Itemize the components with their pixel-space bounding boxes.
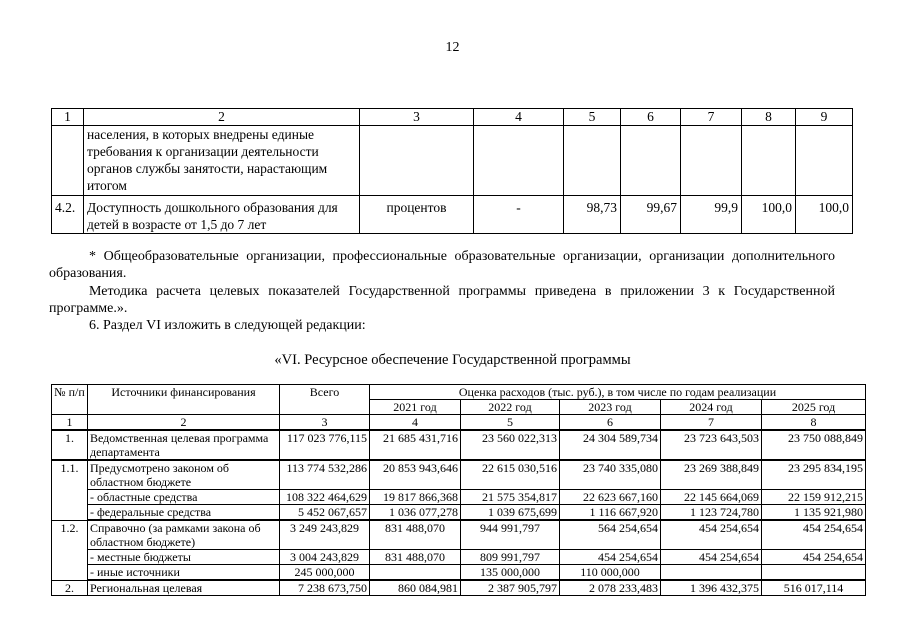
section-instruction: 6. Раздел VI изложить в следующей редакции:	[89, 318, 366, 333]
header-year: 2025 год	[762, 400, 866, 415]
value-cell	[796, 126, 853, 196]
amount-cell: 1 135 921,980	[762, 505, 866, 521]
row-number: 4.2.	[52, 196, 84, 234]
amount-cell: 19 817 866,368	[370, 490, 461, 505]
indicator-name: Доступность дошкольного образования для детей в возрасте от 1,5 до 7 лет	[84, 196, 360, 234]
indicators-table	[51, 108, 853, 234]
source-name: Региональная целевая	[88, 580, 280, 596]
amount-cell: 454 254,654	[661, 550, 762, 565]
table-row	[52, 430, 866, 460]
resource-header-row	[52, 385, 866, 400]
table-row	[52, 565, 866, 581]
amount-cell: 831 488,070	[370, 520, 461, 550]
amount-cell: 23 723 643,503	[661, 430, 762, 460]
amount-cell: 22 159 912,215	[762, 490, 866, 505]
indicators-header-row	[52, 109, 853, 126]
col-number-8: 8	[742, 109, 796, 126]
amount-cell: 454 254,654	[762, 520, 866, 550]
amount-cell: 7 238 673,750	[280, 580, 370, 596]
resource-colnum-row	[52, 415, 866, 431]
unit-cell	[360, 126, 474, 196]
col-number: 8	[762, 415, 866, 431]
amount-cell	[661, 565, 762, 581]
source-name: Предусмотрено законом об областном бюджете	[88, 460, 280, 490]
row-number: 1.2.	[52, 520, 88, 580]
row-number	[52, 126, 84, 196]
col-number: 3	[280, 415, 370, 431]
amount-cell: 2 078 233,483	[560, 580, 661, 596]
header-year: 2021 год	[370, 400, 461, 415]
value-cell: 100,0	[742, 196, 796, 234]
amount-cell: 20 853 943,646	[370, 460, 461, 490]
section-title: «VI. Ресурсное обеспечение Государственной программы	[274, 352, 631, 368]
table-row	[52, 505, 866, 521]
amount-cell	[762, 565, 866, 581]
amount-cell: 454 254,654	[560, 550, 661, 565]
header-year: 2022 год	[461, 400, 560, 415]
value-cell: 99,9	[681, 196, 742, 234]
col-number-2: 2	[84, 109, 360, 126]
col-number-1: 1	[52, 109, 84, 126]
value-cell	[564, 126, 621, 196]
amount-cell: 809 991,797	[461, 550, 560, 565]
amount-cell: 22 623 667,160	[560, 490, 661, 505]
value-cell: 99,67	[621, 196, 681, 234]
amount-cell: 3 004 243,829	[280, 550, 370, 565]
row-number: 1.1.	[52, 460, 88, 520]
source-name: - местные бюджеты	[88, 550, 280, 565]
amount-cell: 21 685 431,716	[370, 430, 461, 460]
amount-cell: 23 740 335,080	[560, 460, 661, 490]
table-row	[52, 520, 866, 550]
col-number-3: 3	[360, 109, 474, 126]
table-row	[52, 580, 866, 596]
source-name: Справочно (за рамками закона об областном бюджете)	[88, 520, 280, 550]
unit-cell: процентов	[360, 196, 474, 234]
table-row	[52, 196, 853, 234]
header-number: № п/п	[52, 385, 88, 415]
value-cell: 100,0	[796, 196, 853, 234]
row-number: 2.	[52, 580, 88, 596]
amount-cell: 1 123 724,780	[661, 505, 762, 521]
value-cell: 98,73	[564, 196, 621, 234]
base-cell	[474, 126, 564, 196]
col-number: 1	[52, 415, 88, 431]
indicator-name: населения, в которых внедрены единые требования к организации деятельности органов службы занятости, нарастающим итогом	[84, 126, 360, 196]
amount-cell: 23 269 388,849	[661, 460, 762, 490]
header-source: Источники финансирования	[88, 385, 280, 415]
base-cell: -	[474, 196, 564, 234]
amount-cell: 22 145 664,069	[661, 490, 762, 505]
col-number: 4	[370, 415, 461, 431]
table-row	[52, 126, 853, 196]
amount-cell: 108 322 464,629	[280, 490, 370, 505]
amount-cell: 23 750 088,849	[762, 430, 866, 460]
col-number: 6	[560, 415, 661, 431]
amount-cell: 944 991,797	[461, 520, 560, 550]
value-cell	[742, 126, 796, 196]
header-year: 2024 год	[661, 400, 762, 415]
methodology-paragraph: Методика расчета целевых показателей Государственной программы приведена в приложении 3 к Государственной программе.».	[49, 284, 835, 316]
amount-cell: 3 249 243,829	[280, 520, 370, 550]
value-cell	[681, 126, 742, 196]
col-number-4: 4	[474, 109, 564, 126]
amount-cell: 2 387 905,797	[461, 580, 560, 596]
amount-cell: 1 039 675,699	[461, 505, 560, 521]
amount-cell: 831 488,070	[370, 550, 461, 565]
amount-cell: 245 000,000	[280, 565, 370, 581]
page-number: 12	[445, 40, 460, 55]
amount-cell: 564 254,654	[560, 520, 661, 550]
amount-cell: 23 295 834,195	[762, 460, 866, 490]
col-number-7: 7	[681, 109, 742, 126]
amount-cell: 454 254,654	[661, 520, 762, 550]
header-total: Всего	[280, 385, 370, 415]
amount-cell: 117 023 776,115	[280, 430, 370, 460]
col-number: 2	[88, 415, 280, 431]
amount-cell: 113 774 532,286	[280, 460, 370, 490]
amount-cell: 21 575 354,817	[461, 490, 560, 505]
table-row	[52, 490, 866, 505]
source-name: - областные средства	[88, 490, 280, 505]
amount-cell: 5 452 067,657	[280, 505, 370, 521]
amount-cell: 22 615 030,516	[461, 460, 560, 490]
amount-cell	[370, 565, 461, 581]
amount-cell: 1 116 667,920	[560, 505, 661, 521]
amount-cell: 516 017,114	[762, 580, 866, 596]
amount-cell: 860 084,981	[370, 580, 461, 596]
source-name: Ведомственная целевая программа департамента	[88, 430, 280, 460]
col-number-9: 9	[796, 109, 853, 126]
amount-cell: 1 036 077,278	[370, 505, 461, 521]
table-row	[52, 460, 866, 490]
amount-cell: 1 396 432,375	[661, 580, 762, 596]
col-number-5: 5	[564, 109, 621, 126]
table-row	[52, 550, 866, 565]
value-cell	[621, 126, 681, 196]
amount-cell: 24 304 589,734	[560, 430, 661, 460]
amount-cell: 135 000,000	[461, 565, 560, 581]
col-number-6: 6	[621, 109, 681, 126]
source-name: - федеральные средства	[88, 505, 280, 521]
row-number: 1.	[52, 430, 88, 460]
resource-table	[51, 384, 866, 596]
header-estimate: Оценка расходов (тыс. руб.), в том числе по годам реализации	[370, 385, 866, 400]
amount-cell: 23 560 022,313	[461, 430, 560, 460]
col-number: 5	[461, 415, 560, 431]
source-name: - иные источники	[88, 565, 280, 581]
amount-cell: 454 254,654	[762, 550, 866, 565]
footnote: * Общеобразовательные организации, профессиональные образовательные организации, организации дополнительного образования.	[49, 249, 835, 281]
amount-cell: 110 000,000	[560, 565, 661, 581]
col-number: 7	[661, 415, 762, 431]
header-year: 2023 год	[560, 400, 661, 415]
